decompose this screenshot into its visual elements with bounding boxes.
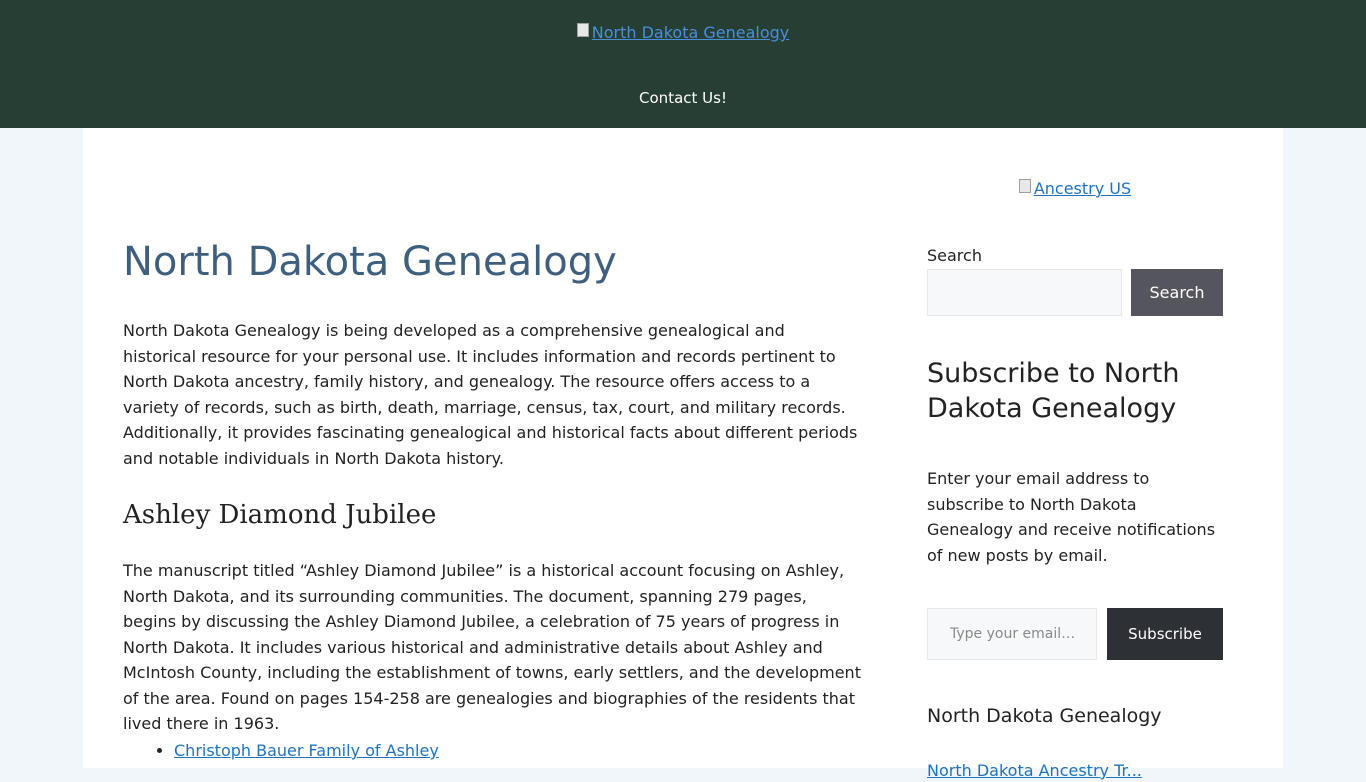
search-label: Search (927, 246, 982, 265)
content-container (83, 128, 1283, 780)
intro-paragraph: North Dakota Genealogy is being developed as a comprehensive genealogical and historical resource for your personal use. It includes information and records pertinent to North Dakota ancestry, family history, and genealogy. The resource offers access to a variety of records, such as birth, death, marriage, census, tax, court, and military records. Additionally, it provides fascinating genealogical and historical facts about different periods and notable individuals in North Dakota history. (123, 321, 858, 468)
subscribe-description: Enter your email address to subscribe to North Dakota Genealogy and receive notifications of new posts by email. (927, 469, 1216, 565)
email-field[interactable] (927, 608, 1097, 660)
ancestry-ad-alt-text: Ancestry US (1033, 179, 1132, 198)
record-link[interactable]: Christoph Bauer Family of Ashley (174, 741, 439, 760)
main-navigation (0, 88, 1366, 108)
widget-title: North Dakota Genealogy (927, 705, 1162, 727)
ancestry-ad (927, 178, 1223, 202)
site-logo (0, 22, 1366, 46)
ancestry-ad-link[interactable] (1019, 178, 1131, 200)
page-title: North Dakota Genealogy (123, 239, 617, 285)
section-title: Ashley Diamond Jubilee (123, 500, 437, 530)
nav-contact-link[interactable]: Contact Us! (639, 89, 727, 107)
site-logo-link[interactable] (577, 22, 790, 44)
broken-image-icon (1019, 179, 1031, 193)
subscribe-button[interactable]: Subscribe (1107, 608, 1223, 660)
subscribe-title: Subscribe to North Dakota Genealogy (927, 358, 1180, 424)
search-button[interactable]: Search (1131, 269, 1223, 316)
list-item (174, 738, 439, 763)
site-logo-alt-text: North Dakota Genealogy (591, 23, 790, 42)
search-input[interactable] (927, 269, 1122, 316)
record-link-list (123, 738, 439, 763)
widget-link[interactable]: North Dakota Ancestry Tr... (927, 761, 1142, 780)
section-paragraph: The manuscript titled “Ashley Diamond Jubilee” is a historical account focusing on Ashley, North Dakota, and its surrounding communities. The document, spanning 279 pages, begins by discussing the Ashley Diamond Jubilee, a celebration of 75 years of progress in North Dakota. It includes various historical and administrative details about Ashley and McIntosh County, including the establishment of towns, early settlers, and the development of the area. Found on pages 154-258 are genealogies and biographies of the residents that lived there in 1963. (123, 561, 861, 733)
site-header (0, 0, 1366, 128)
broken-image-icon (577, 23, 589, 37)
